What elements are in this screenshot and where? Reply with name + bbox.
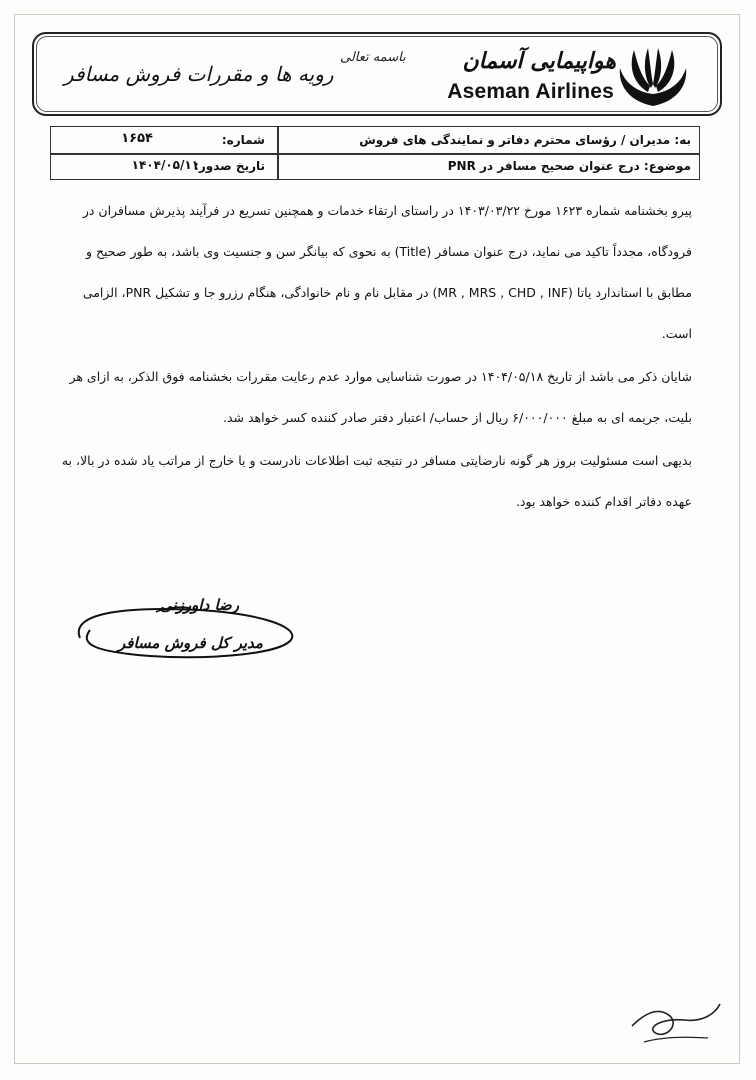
signatory-title: مدیر کل فروش مسافر [118, 634, 263, 652]
date-label: تاریخ صدور: [194, 159, 265, 173]
subject-line: موضوع: درج عنوان صحیح مسافر در PNR [447, 159, 691, 173]
signatory-name: رضا داورزنی [160, 596, 240, 614]
meta-divider-horizontal [51, 153, 699, 155]
number-value: ۱۶۵۴ [121, 131, 153, 146]
letter-body [56, 190, 692, 524]
airline-name-fa: هواپیمایی آسمان [462, 48, 616, 74]
aseman-logo-icon [612, 44, 694, 110]
body-paragraph-3: بدیهی است مسئولیت بروز هر گونه نارضایتی مسافر در نتیجه ثبت اطلاعات نادرست و یا خارج از مراتب یاد شده در بالا، به عهده دفاتر اقدام کننده خواهد بود. [61, 453, 692, 509]
initial-stroke [624, 996, 724, 1056]
bismillah-text: باسمه تعالی [340, 50, 406, 65]
body-paragraph-2: شایان ذکر می باشد از تاریخ ۱۴۰۴/۰۵/۱۸ در صورت شناسایی موارد عدم رعایت مقررات بخشنامه فوق الذکر، به ازای هر بلیت، جریمه ای به مبلغ ۶/۰۰۰/۰۰۰ ریال از حساب/ اعتبار دفتر صادر کننده کسر خواهد شد. [69, 369, 692, 425]
number-label: شماره: [221, 133, 265, 147]
airline-name-en: Aseman Airlines [447, 80, 614, 103]
meta-table [50, 126, 700, 180]
date-value: ۱۴۰۴/۰۵/۱۱ [131, 158, 199, 172]
body-paragraph-1: پیرو بخشنامه شماره ۱۶۲۳ مورخ ۱۴۰۳/۰۳/۲۲ در راستای ارتقاء خدمات و همچنین تسریع در فرآیند پذیرش مسافران در فرودگاه، مجدداً تاکید می نماید، درج عنوان مسافر (Title) به نحوی که بیانگر سن و جنسیت وی باشد، به طور صحیح و مطابق با استاندارد یاتا (MR , MRS , CHD , INF) در مقابل نام و نام خانوادگی، هنگام رزرو جا و تشکیل PNR، الزامی است. [82, 203, 692, 341]
signature-stroke [60, 580, 300, 680]
recipient-line: به: مدیران / رؤسای محترم دفاتر و نمایندگی های فروش [359, 133, 691, 147]
document-title: رویه ها و مقررات فروش مسافر [64, 62, 334, 86]
